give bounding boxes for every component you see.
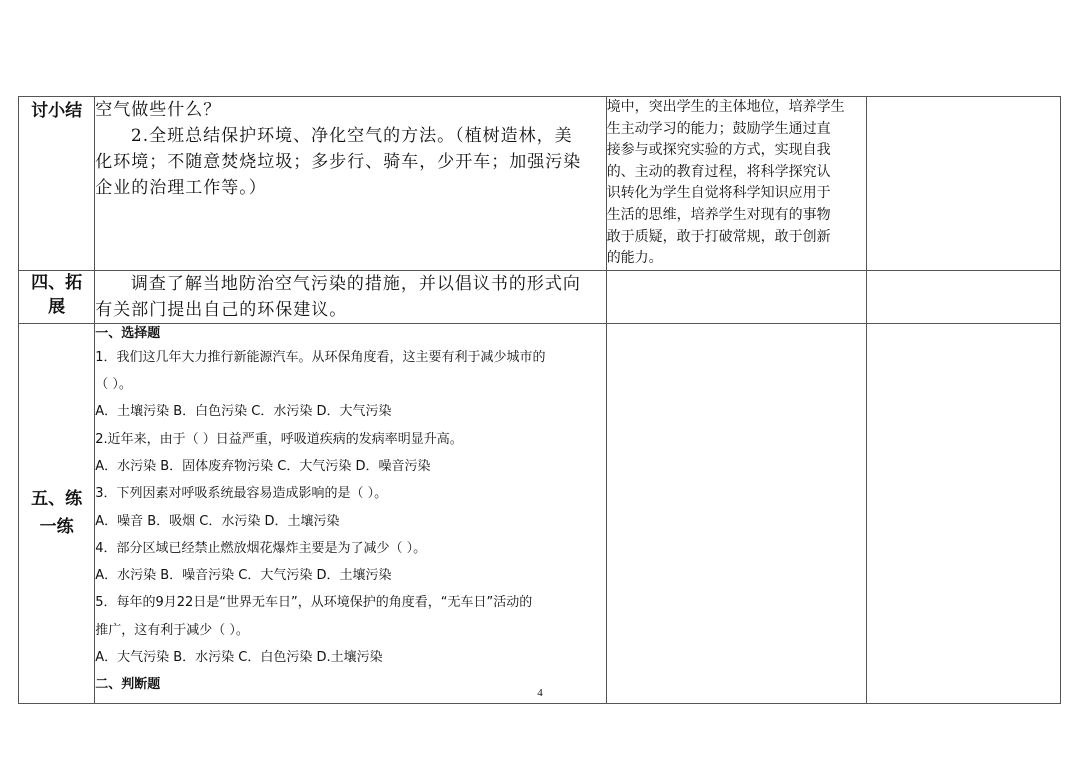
- row-label-practice: 五、练 一练: [19, 323, 95, 703]
- question-line: 4．部分区域已经禁止燃放烟花爆炸主要是为了减少（ ）。: [95, 540, 427, 556]
- summary-content: [95, 97, 606, 271]
- note-line: 敢于质疑，敢于打破常规，敢于创新: [606, 228, 831, 245]
- options-line: A．大气污染 B．水污染 C．白色污染 D.土壤污染: [95, 650, 383, 666]
- extension-content: [95, 270, 606, 323]
- empty-cell: [867, 97, 1061, 271]
- note-line: 生活的思维，培养学生对现有的事物: [606, 206, 831, 223]
- question-line: （ ）。: [95, 377, 132, 393]
- text-line: 调查了解当地防治空气污染的措施，并以倡议书的形式向: [130, 273, 581, 294]
- text-line: 2.全班总结保护环境、净化空气的方法。（植树造林，美: [130, 126, 573, 146]
- text-line: 化环境；不随意焚烧垃圾；多步行、骑车，少开车；加强污染: [95, 152, 582, 172]
- empty-cell: [606, 323, 867, 703]
- empty-cell: [606, 270, 867, 323]
- text-line: 企业的治理工作等。）: [95, 178, 267, 198]
- note-line: 接参与或探究实验的方式，实现自我: [606, 142, 831, 159]
- question-line: 2.近年来，由于（ ）日益严重，呼吸道疾病的发病率明显升高。: [95, 431, 463, 447]
- text-line: 空气做些什么？: [95, 100, 222, 120]
- exercise-list: [95, 323, 606, 703]
- options-line: A．水污染 B．固体废弃物污染 C．大气污染 D．噪音污染: [95, 458, 431, 474]
- question-line: 5．每年的9月22日是“世界无车日”，从环境保护的角度看，“无车日”活动的: [95, 595, 533, 611]
- section-heading: 一、选择题: [95, 325, 161, 341]
- question-line: 1．我们这几年大力推行新能源汽车。从环保角度看，这主要有利于减少城市的: [95, 349, 546, 365]
- options-line: A．土壤污染 B．白色污染 C．水污染 D．大气污染: [95, 404, 392, 420]
- question-line: 3．下列因素对呼吸系统最容易造成影响的是（ ）。: [95, 486, 388, 502]
- lesson-plan-table: [18, 96, 1061, 704]
- design-intent-note: [606, 97, 867, 271]
- empty-cell: [867, 323, 1061, 703]
- section-heading: 二、判断题: [95, 677, 161, 693]
- note-line: 境中，突出学生的主体地位，培养学生: [606, 99, 845, 115]
- options-line: A．水污染 B．噪音污染 C．大气污染 D．土壤污染: [95, 568, 392, 584]
- row-label-extension: 四、拓 展: [19, 270, 95, 323]
- table-row: [19, 270, 1061, 323]
- page-number: 4: [537, 687, 543, 699]
- note-line: 的能力。: [606, 250, 663, 267]
- note-line: 识转化为学生自觉将科学知识应用于: [606, 185, 831, 202]
- row-label-summary: 讨小结: [19, 97, 95, 271]
- options-line: A．噪音 B．吸烟 C．水污染 D．土壤污染: [95, 513, 340, 529]
- empty-cell: [867, 270, 1061, 323]
- text-line: 有关部门提出自己的环保建议。: [95, 299, 348, 320]
- table-row: [19, 323, 1061, 703]
- table-row: [19, 97, 1061, 271]
- note-line: 生主动学习的能力；鼓励学生通过直: [606, 120, 831, 137]
- question-line: 推广，这有利于减少（ ）。: [95, 622, 249, 638]
- note-line: 的、主动的教育过程，将科学探究认: [606, 163, 831, 180]
